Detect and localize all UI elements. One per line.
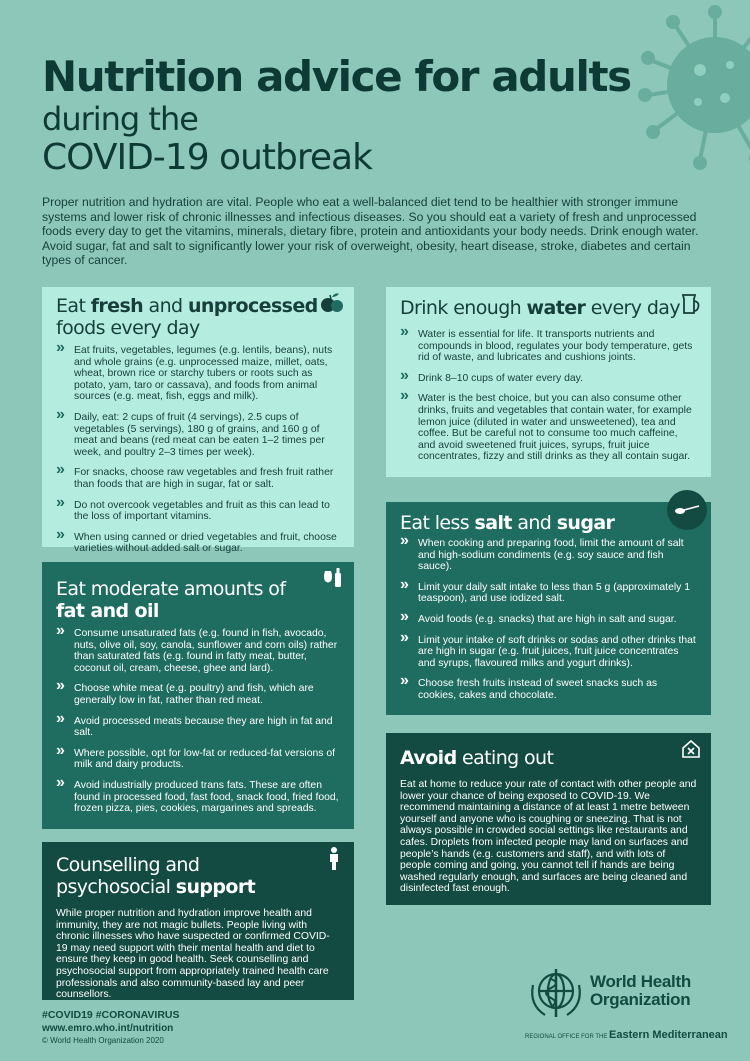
eating-out-card xyxy=(386,733,711,905)
list-item: » Limit your intake of soft drinks or sodas and other drinks that are high in sugar (e.g. fruit juices, fruit juice concentrates and syrups, flavoured milks and yogurt drinks). xyxy=(400,635,697,670)
who-name: World Health Organization xyxy=(590,972,691,1009)
who-region: REGIONAL OFFICE FOR THE Eastern Mediterranean xyxy=(525,1029,728,1041)
water-list xyxy=(400,329,697,463)
coronavirus-icon xyxy=(620,0,750,180)
salt-sugar-heading: Eat less salt and sugar xyxy=(400,512,615,534)
list-item: » Water is essential for life. It transports nutrients and compounds in blood, regulates your body temperature, gets rid of waste, and lubricates and cushions joints. xyxy=(400,329,697,364)
list-item: » Where possible, opt for low-fat or reduced-fat versions of milk and dairy products. xyxy=(56,748,340,771)
fresh-foods-card xyxy=(42,287,354,555)
copyright: © World Health Organization 2020 xyxy=(42,1036,164,1045)
title-line-2: during the xyxy=(42,100,198,138)
eating-out-text: Eat at home to reduce your rate of contact with other people and lower your chance of being exposed to COVID-19. We recommend maintaining a distance of at least 1 metre between yourself and anyone who is coughing or sneezing. That is not always possible in crowded social settings like restaurants and cafes. Droplets from infected people may land on surfaces and people’s hands (e.g. customers and staff), and with lots of people coming and going, you cannot tell if hands are being washed regularly enough, and surfaces are being cleaned and disinfected fast enough. xyxy=(400,779,697,895)
counselling-heading: Counselling and psychosocial support xyxy=(56,854,256,898)
list-item: » Consume unsaturated fats (e.g. found in fish, avocado, nuts, olive oil, soy, canola, sunflower and corn oils) rather than saturated fats (e.g. found in fatty meat, butter, coconut oil, cream, cheese, ghee and lard). xyxy=(56,628,340,674)
counselling-text: While proper nutrition and hydration improve health and immunity, they are not magic bullets. People living with chronic illnesses who have suspected or confirmed COVID-19 may need support with their mental health and diet to ensure they keep in good health. Seek counselling and psychosocial support from appropriately trained health care professionals and also community-based lay and peer counsellors. xyxy=(56,908,330,1001)
spoon-icon xyxy=(667,490,707,530)
list-item: » When cooking and preparing food, limit the amount of salt and high-sodium condiments (e.g. soy sauce and fish sauce). xyxy=(400,538,697,573)
list-item: » Avoid industrially produced trans fats. These are often found in processed food, fast food, snack food, fried food, frozen pizza, pies, cookies, margarines and spreads. xyxy=(56,780,340,815)
oil-bottle-icon xyxy=(318,564,348,590)
footer xyxy=(42,1008,180,1046)
list-item: » Avoid processed meats because they are high in fat and salt. xyxy=(56,716,340,739)
no-house-icon xyxy=(677,735,705,763)
list-item: » Water is the best choice, but you can also consume other drinks, fruits and vegetables that contain water, for example lemon juice (diluted in water and unsweetened), tea and coffee. But be careful not to consume too much caffeine, and avoid sweetened fruit juices, syrups, fruit juice concentrates, fizzy and still drinks as they all contain sugar. xyxy=(400,393,697,463)
water-heading: Drink enough water every day xyxy=(400,297,680,319)
fruit-icon xyxy=(318,289,346,317)
list-item: » Avoid foods (e.g. snacks) that are high in salt and sugar. xyxy=(400,614,697,626)
fat-oil-card xyxy=(42,562,354,829)
fresh-foods-heading: Eat fresh and unprocessed foods every day xyxy=(56,295,318,339)
website-link[interactable]: www.emro.who.int/nutrition xyxy=(42,1023,174,1034)
jug-icon xyxy=(675,289,705,319)
counselling-card xyxy=(42,842,354,1000)
list-item: » Limit your daily salt intake to less than 5 g (approximately 1 teaspoon), and use iodized salt. xyxy=(400,582,697,605)
fat-oil-list xyxy=(56,628,340,815)
list-item: » When using canned or dried vegetables and fruit, choose varieties without added salt or sugar. xyxy=(56,532,340,555)
list-item: » Do not overcook vegetables and fruit as this can lead to the loss of important vitamins. xyxy=(56,500,340,523)
list-item: » For snacks, choose raw vegetables and fresh fruit rather than foods that are high in sugar, fat or salt. xyxy=(56,467,340,490)
title-line-1: Nutrition advice for adults xyxy=(42,52,631,101)
fresh-foods-list xyxy=(56,345,340,555)
who-emblem-icon xyxy=(527,965,585,1021)
who-logo xyxy=(525,965,728,1041)
salt-sugar-list xyxy=(400,538,697,702)
eating-out-heading: Avoid eating out xyxy=(400,747,554,769)
person-icon xyxy=(320,844,348,872)
salt-sugar-card xyxy=(386,502,711,715)
list-item: » Daily, eat: 2 cups of fruit (4 servings), 2.5 cups of vegetables (5 servings), 180 g of grains, and 160 g of meat and beans (red meat can be eaten 1–2 times per week, and poultry 2–3 times per week). xyxy=(56,412,340,458)
list-item: » Drink 8–10 cups of water every day. xyxy=(400,373,697,385)
list-item: » Choose white meat (e.g. poultry) and fish, which are generally low in fat, rather than red meat. xyxy=(56,683,340,706)
list-item: » Choose fresh fruits instead of sweet snacks such as cookies, cakes and chocolate. xyxy=(400,678,697,701)
water-card xyxy=(386,287,711,477)
page-title xyxy=(42,54,631,178)
intro-paragraph: Proper nutrition and hydration are vital. People who eat a well-balanced diet tend to be healthier with stronger immune systems and lower risk of chronic illnesses and infectious diseases. So you should eat a variety of fresh and unprocessed foods every day to get the vitamins, minerals, dietary fibre, protein and antioxidants your body needs. Drink enough water. Avoid sugar, fat and salt to significantly lower your risk of overweight, obesity, heart disease, stroke, diabetes and certain types of cancer. xyxy=(42,195,699,268)
list-item: » Eat fruits, vegetables, legumes (e.g. lentils, beans), nuts and whole grains (e.g. unprocessed maize, millet, oats, wheat, brown rice or starchy tubers or roots such as potato, yam, taro or cassava), and foods from animal sources (e.g. meat, fish, eggs and milk). xyxy=(56,345,340,403)
fat-oil-heading: Eat moderate amounts of fat and oil xyxy=(56,578,286,622)
hashtags: #COVID19 #CORONAVIRUS xyxy=(42,1009,180,1021)
title-line-3: COVID-19 outbreak xyxy=(42,137,372,178)
